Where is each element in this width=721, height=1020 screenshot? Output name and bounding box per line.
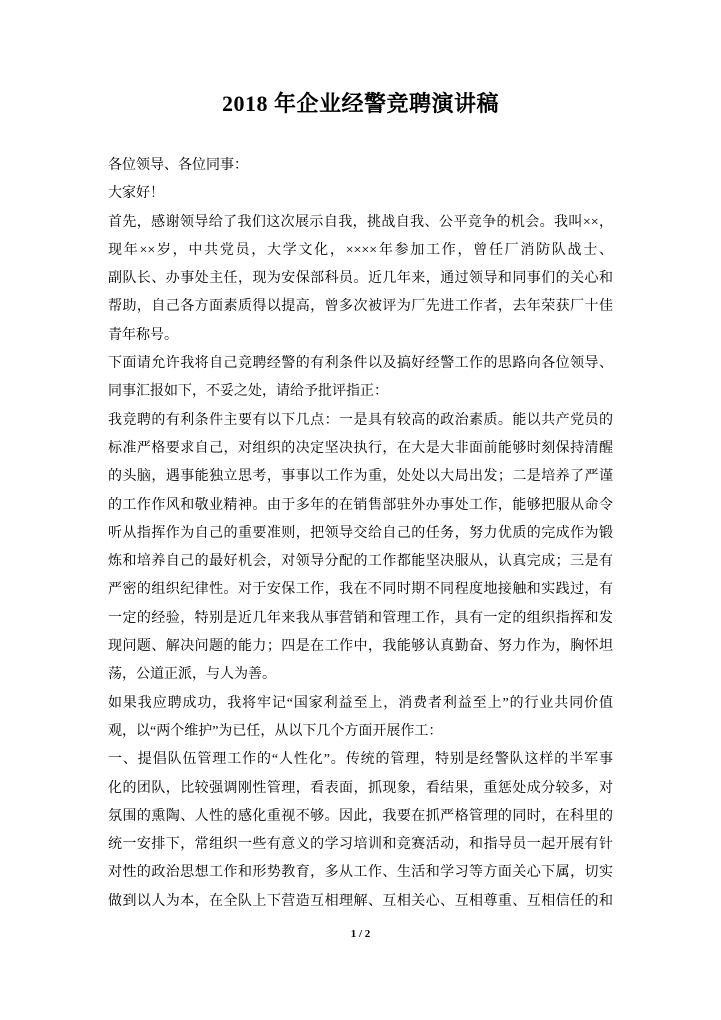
page-title: 2018 年企业经警竞聘演讲稿 [221, 91, 499, 116]
text-line: 做到以人为本，在全队上下营造互相理解、互相关心、互相尊重、互相信任的和 [108, 893, 613, 909]
text-line: 各位领导、各位同事： [108, 158, 248, 173]
text-line: 副队长、办事处主任，现为安保部科员。近几年来，通过领导和同事们的关心和 [108, 271, 613, 287]
document-body [108, 152, 613, 916]
text-line: 青年称号。 [108, 327, 178, 343]
text-line: 听从指挥作为自己的重要准则，把领导交给自己的任务，努力优质的完成作为锻 [108, 525, 613, 541]
text-line: 的工作作风和敬业精神。由于多年的在销售部驻外办事处工作，能够把服从命令 [108, 497, 613, 513]
text-line: 同事汇报如下，不妥之处，请给予批评指正： [108, 384, 388, 400]
text-line: 的头脑，遇事能独立思考，事事以工作为重，处处以大局出发；二是培养了严谨 [108, 469, 613, 485]
text-line: 荡，公道正派，与人为善。 [108, 667, 276, 683]
text-line: 统一安排下，常组织一些有意义的学习培训和竞赛活动，和指导员一起开展有针 [108, 837, 613, 853]
paragraph [108, 690, 613, 747]
text-line: 标准严格要求自己，对组织的决定坚决执行，在大是大非面前能够时刻保持清醒 [108, 440, 613, 456]
text-line: 大家好！ [108, 186, 164, 202]
text-line: 观，以“两个维护”为已任，从以下几个方面开展作工： [108, 723, 443, 739]
text-line: 首先，感谢领导给了我们这次展示自我，挑战自我、公平竞争的机会。我叫××， [108, 214, 613, 230]
paragraph [108, 209, 613, 350]
text-line: 帮助，自己各方面素质得以提高，曾多次被评为厂先进工作者，去年荣获厂十佳 [108, 299, 613, 315]
page-number: 1 / 2 [350, 928, 371, 940]
text-line: 现问题、解决问题的能力；四是在工作中，我能够认真勤奋、努力作为，胸怀坦 [108, 639, 613, 655]
text-line: 现年××岁，中共党员，大学文化，××××年参加工作，曾任厂消防队战士、 [108, 242, 613, 258]
text-line: 一定的经验，特别是近几年来我从事营销和管理工作，具有一定的组织指挥和发 [108, 610, 613, 626]
paragraph [108, 746, 613, 916]
text-line: 对性的政治思想工作和形势教育，多从工作、生活和学习等方面关心下属，切实 [108, 865, 613, 881]
text-line: 我竞聘的有利条件主要有以下几点：一是具有较高的政治素质。能以共产党员的 [108, 412, 613, 428]
text-line: 下面请允许我将自己竞聘经警的有利条件以及搞好经警工作的思路向各位领导、 [108, 356, 613, 372]
paragraph [108, 152, 613, 180]
paragraph [108, 350, 613, 407]
text-line: 一、提倡队伍管理工作的“人性化”。传统的管理，特别是经警队这样的半军事 [108, 752, 613, 768]
text-line: 如果我应聘成功，我将牢记“国家利益至上，消费者利益至上”的行业共同价值 [108, 695, 613, 711]
paragraph [108, 407, 613, 690]
paragraph [108, 180, 613, 208]
text-line: 氛围的熏陶、人性的感化重视不够。因此，我要在抓严格管理的同时，在科里的 [108, 808, 613, 824]
text-line: 炼和培养自己的最好机会，对领导分配的工作都能坚决服从，认真完成；三是有 [108, 554, 613, 570]
text-line: 严密的组织纪律性。对于安保工作，我在不同时期不同程度地接触和实践过，有 [108, 582, 613, 598]
text-line: 化的团队，比较强调刚性管理，看表面，抓现象，看结果，重惩处成分较多，对 [108, 780, 613, 796]
